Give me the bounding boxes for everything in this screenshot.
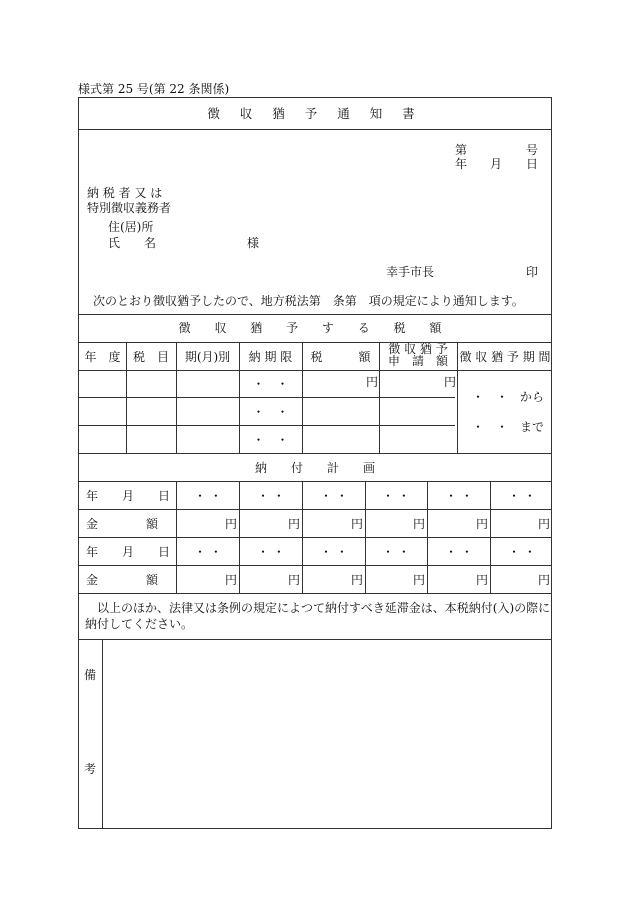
form-title: 徴 収 猶 予 通 知 書	[207, 106, 423, 121]
notice-statement: 次のとおり徴収猶予したので、地方税法第 条第 項の規定により通知します。	[93, 294, 524, 308]
plan-amount-yen: 円	[225, 517, 238, 531]
divider	[79, 565, 551, 566]
plan-date-cell: ・ ・	[508, 545, 536, 559]
honorific-sama: 様	[247, 236, 260, 250]
plan-amount-yen: 円	[476, 517, 489, 531]
form-number-caption: 様式第 25 号(第 22 条関係)	[78, 82, 230, 96]
divider	[79, 509, 551, 510]
remarks-field[interactable]	[103, 640, 551, 828]
plan-amount-yen: 円	[288, 517, 301, 531]
plan-date-label: 年 月 日	[86, 545, 171, 559]
document-number-suffix: 号	[526, 143, 539, 157]
plan-date-label: 年 月 日	[86, 489, 171, 503]
taxpayer-label-line2: 特別徴収義務者	[87, 201, 172, 215]
divider	[79, 593, 551, 594]
document-number-prefix: 第	[455, 143, 468, 157]
grid-line	[239, 481, 240, 593]
plan-date-cell: ・ ・	[445, 545, 473, 559]
col-header-deferral-period: 徴 収 猶 予 期 間	[459, 350, 551, 364]
late-fee-notice-line2: 納付してください。	[85, 617, 194, 631]
divider	[79, 397, 455, 398]
plan-amount-yen: 円	[413, 573, 426, 587]
divider	[79, 129, 551, 130]
due-date-cell: ・ ・	[252, 433, 289, 447]
divider	[79, 481, 551, 482]
taxpayer-label-line1: 納 税 者 又 は	[87, 186, 163, 200]
grid-line	[427, 481, 428, 593]
grid-line	[176, 481, 177, 593]
plan-amount-yen: 円	[538, 573, 551, 587]
deferral-period-to: ・ ・ まで	[472, 420, 545, 434]
divider	[79, 453, 551, 454]
name-label: 氏 名	[108, 236, 157, 250]
col-header-deferral-amount: 徴 収 猶 予 申 請 額	[387, 342, 448, 368]
tax-deferral-notice-form	[78, 97, 552, 829]
plan-amount-yen: 円	[351, 517, 364, 531]
plan-amount-yen: 円	[476, 573, 489, 587]
plan-date-cell: ・ ・	[257, 545, 285, 559]
plan-amount-label: 金 額	[86, 517, 159, 531]
col-header-period: 期(月)別	[184, 350, 231, 364]
plan-amount-yen: 円	[288, 573, 301, 587]
plan-date-cell: ・ ・	[445, 489, 473, 503]
tax-section-title: 徴 収 猶 予 す る 税 額	[178, 321, 452, 335]
plan-date-cell: ・ ・	[382, 489, 410, 503]
late-fee-notice-line1: 以上のほか、法律又は条例の規定によつて納付すべき延滞金は、本税納付(入)の際に	[97, 601, 551, 615]
deferral-period-from: ・ ・ から	[472, 390, 545, 404]
remarks-label-top: 備	[84, 668, 97, 682]
seal-mark: 印	[526, 265, 539, 279]
col-header-tax-item: 税 目	[132, 350, 169, 364]
payment-plan-title: 納 付 計 画	[254, 461, 375, 475]
grid-line	[302, 481, 303, 593]
plan-date-cell: ・ ・	[194, 489, 222, 503]
issue-date-month: 月	[490, 157, 503, 171]
plan-date-cell: ・ ・	[320, 545, 348, 559]
divider	[79, 537, 551, 538]
plan-amount-yen: 円	[351, 573, 364, 587]
deferral-amount-yen: 円	[444, 375, 457, 389]
divider	[79, 342, 551, 343]
issue-date-day: 日	[526, 157, 539, 171]
divider	[79, 314, 551, 315]
issue-date-year: 年	[455, 157, 468, 171]
plan-amount-label: 金 額	[86, 573, 159, 587]
remarks-label-bottom: 考	[84, 762, 97, 776]
plan-amount-yen: 円	[538, 517, 551, 531]
divider	[79, 370, 551, 371]
tax-amount-yen: 円	[366, 375, 379, 389]
col-header-fiscal-year: 年 度	[84, 350, 121, 364]
plan-amount-yen: 円	[225, 573, 238, 587]
plan-amount-yen: 円	[413, 517, 426, 531]
grid-line	[490, 481, 491, 593]
col-header-tax-amount: 税 額	[310, 350, 371, 364]
plan-date-cell: ・ ・	[382, 545, 410, 559]
due-date-cell: ・ ・	[252, 377, 289, 391]
due-date-cell: ・ ・	[252, 405, 289, 419]
divider	[79, 425, 455, 426]
plan-date-cell: ・ ・	[257, 489, 285, 503]
col-header-due-date: 納 期 限	[248, 350, 293, 364]
address-label: 住(居)所	[108, 220, 154, 234]
plan-date-cell: ・ ・	[194, 545, 222, 559]
plan-date-cell: ・ ・	[320, 489, 348, 503]
grid-line	[365, 481, 366, 593]
issuer-title: 幸手市長	[386, 265, 435, 279]
plan-date-cell: ・ ・	[508, 489, 536, 503]
